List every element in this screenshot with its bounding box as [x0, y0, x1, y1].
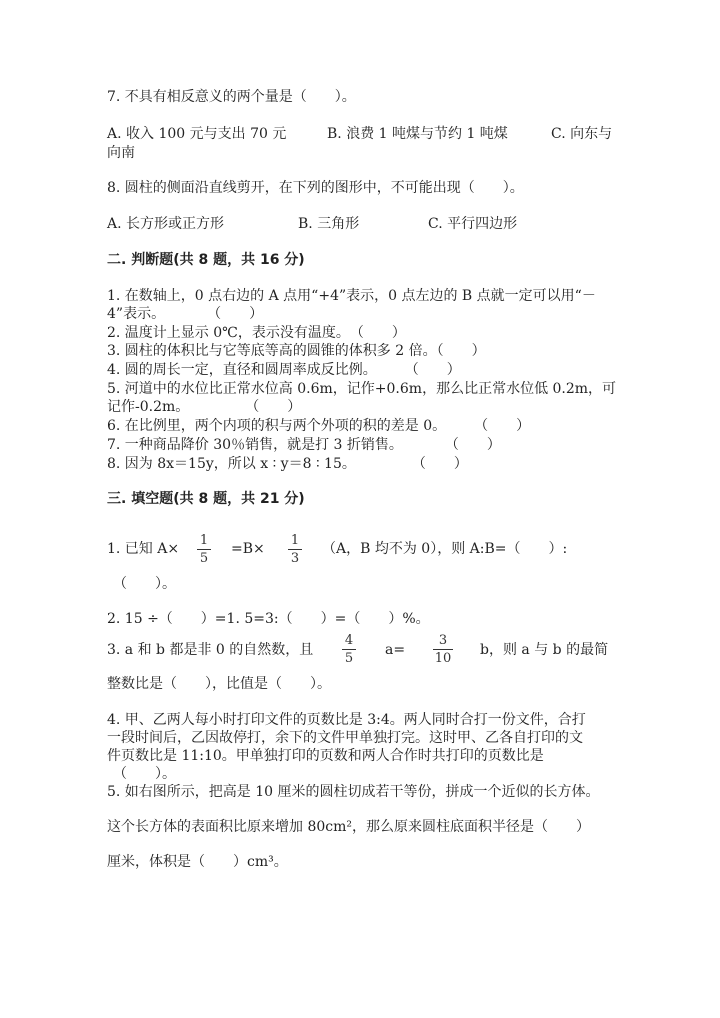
judge-line: 1. 在数轴上，0 点右边的 A 点用“+4”表示，0 点左边的 B 点就一定可以用“－ [107, 288, 596, 304]
mc-q8-option-b: B. 三角形 [298, 216, 360, 232]
mc-q8-option-a: A. 长方形或正方形 [107, 216, 225, 232]
fill-q5-line: 厘米，体积是（ ）cm³。 [107, 854, 288, 870]
fill-q3-line2: 整数比是（ ），比值是（ ）。 [107, 676, 331, 692]
fill-q1-mid: =B× [231, 541, 265, 557]
fill-q3-end: b，则 a 与 b 的最简 [480, 642, 609, 658]
fill-q4-line: （ ）。 [113, 766, 176, 782]
fill-q1-end: （A，B 均不为 0），则 A:B=（ ）: [322, 541, 568, 557]
fraction-denominator: 5 [199, 551, 209, 566]
fill-q4-line: 件页数比是 11:10。甲单独打印的页数和两人合作时共打印的页数比是 [107, 748, 544, 764]
mc-q7-stem: 7. 不具有相反意义的两个量是（ ）。 [107, 89, 356, 105]
mc-q8-option-c: C. 平行四边形 [428, 216, 518, 232]
judge-line: 3. 圆柱的体积比与它等底等高的圆锥的体积多 2 倍。（ ） [107, 343, 486, 359]
fraction-bar [197, 549, 211, 550]
mc-q8-stem: 8. 圆柱的侧面沿直线剪开，在下列的图形中，不可能出现（ ）。 [107, 180, 524, 196]
fill-q5-line: 5. 如右图所示，把高是 10 厘米的圆柱切成若干等份，拼成一个近似的长方体。 [107, 784, 600, 800]
fraction-numerator: 3 [438, 633, 448, 648]
judge-line: 4. 圆的周长一定，直径和圆周率成反比例。 （ ） [107, 362, 461, 378]
fraction-three-tenths [433, 633, 453, 666]
mc-q7-option-c: C. 向东与 [551, 126, 613, 142]
section-heading-judge: 二. 判断题(共 8 题，共 16 分) [107, 252, 305, 268]
fraction-bar [342, 649, 356, 650]
fill-q4-line: 一段时间后，乙因故停打，余下的文件甲单独打完。这时甲、乙各自打印的文 [107, 730, 583, 746]
fraction-denominator: 5 [344, 651, 354, 666]
fill-q2: 2. 15 ÷（ ）=1. 5=3:（ ）=（ ）%。 [107, 611, 430, 627]
fraction-four-fifths [342, 633, 356, 666]
judge-line: 7. 一种商品降价 30％销售，就是打 3 折销售。 （ ） [107, 437, 501, 453]
fraction-denominator: 10 [434, 651, 452, 666]
fill-q4-line: 4. 甲、乙两人每小时打印文件的页数比是 3:4。两人同时合打一份文件，合打 [107, 712, 586, 728]
section-heading-fill: 三. 填空题(共 8 题，共 21 分) [107, 491, 305, 507]
fill-q5-line: 这个长方体的表面积比原来增加 80cm²，那么原来圆柱底面积半径是（ ） [107, 819, 590, 835]
mc-q7-option-a: A. 收入 100 元与支出 70 元 [107, 126, 287, 142]
judge-line: 记作-0.2m。 （ ） [107, 399, 302, 415]
fraction-bar [433, 649, 453, 650]
fill-q3-mid: a= [385, 642, 406, 658]
judge-line: 5. 河道中的水位比正常水位高 0.6m，记作+0.6m，那么比正常水位低 0.2m，可 [107, 381, 617, 397]
fraction-numerator: 1 [290, 533, 300, 548]
fraction-numerator: 4 [344, 633, 354, 648]
mc-q7-option-c-cont: 向南 [107, 145, 135, 161]
judge-line: 4”表示。 （ ） [107, 306, 264, 322]
fill-q3-start: 3. a 和 b 都是非 0 的自然数，且 [107, 642, 314, 658]
fill-q1-start: 1. 已知 A× [107, 541, 180, 557]
fraction-one-third [288, 533, 302, 566]
fill-q1-line2: （ ）。 [113, 576, 176, 592]
fraction-numerator: 1 [199, 533, 209, 548]
fraction-one-fifth [197, 533, 211, 566]
fraction-bar [288, 549, 302, 550]
judge-line: 6. 在比例里，两个内项的积与两个外项的积的差是 0。 （ ） [107, 418, 531, 434]
mc-q7-option-b: B. 浪费 1 吨煤与节约 1 吨煤 [327, 126, 508, 142]
fraction-denominator: 3 [290, 551, 300, 566]
judge-line: 8. 因为 8x＝15y，所以 x ∶ y＝8 ∶ 15。 （ ） [107, 456, 468, 472]
judge-line: 2. 温度计上显示 0℃，表示没有温度。 （ ） [107, 325, 406, 341]
